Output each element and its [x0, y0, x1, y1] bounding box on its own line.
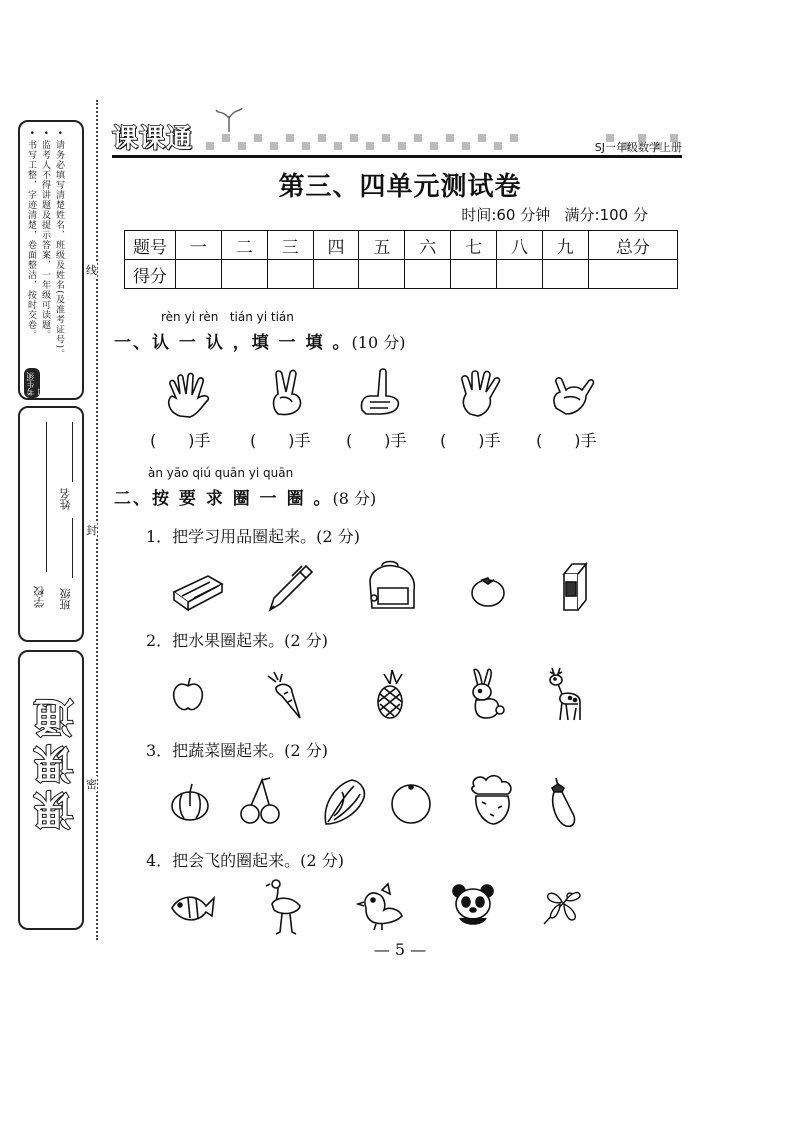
- rabbit-icon: [460, 666, 516, 722]
- score-cell[interactable]: [542, 260, 588, 289]
- section1-title-text: 一、认 一 认 ，填 一 填 。: [114, 333, 352, 353]
- tomato-icon: [468, 570, 508, 610]
- answer-blank[interactable]: ( )手: [150, 431, 211, 450]
- score-table-row: [125, 260, 678, 289]
- fish-icon: [168, 886, 218, 930]
- page-title: 第三、四单元测试卷: [278, 172, 522, 202]
- cherry-icon: [236, 776, 284, 826]
- name-label: 姓名: [59, 488, 72, 510]
- table-cell: 六: [405, 231, 451, 260]
- answer-blank[interactable]: ( )手: [250, 431, 311, 450]
- panda-icon: [450, 882, 496, 928]
- bird-icon[interactable]: [356, 880, 406, 930]
- school-label: 学校: [33, 586, 46, 608]
- brand-logo: 课课通: [112, 124, 194, 154]
- table-cell: 九: [542, 231, 588, 260]
- backpack-icon[interactable]: [364, 558, 420, 614]
- table-cell: 四: [313, 231, 359, 260]
- apple-icon[interactable]: [168, 674, 208, 714]
- seal-char: 密: [86, 778, 97, 791]
- notice-panel: [18, 120, 84, 400]
- dragonfly-icon[interactable]: [538, 884, 584, 930]
- section2-points: (8 分): [332, 489, 377, 508]
- table-cell: 八: [497, 231, 543, 260]
- time-info: 时间:60 分钟 满分:100 分: [461, 206, 648, 224]
- score-cell[interactable]: [313, 260, 359, 289]
- table-cell: 三: [267, 231, 313, 260]
- score-cell[interactable]: [497, 260, 543, 289]
- score-table: [124, 230, 678, 289]
- notice-line: • 请务必填写清楚姓名、班级及姓名(及准考证号)。: [54, 130, 64, 360]
- student-info-panel: [18, 406, 84, 642]
- notice-line: • 监考人不得讲题及提示答案，一年级可读题。: [40, 130, 50, 341]
- question-1: 1．把学习用品圈起来。(2 分): [146, 527, 360, 546]
- table-cell: 题号: [125, 231, 176, 260]
- score-cell[interactable]: [221, 260, 267, 289]
- table-cell: 七: [451, 231, 497, 260]
- pen-icon[interactable]: [262, 558, 318, 614]
- milk-carton-icon: [550, 558, 606, 614]
- class-label: 班级: [59, 588, 72, 610]
- ostrich-icon: [262, 876, 308, 936]
- hand-six-icon: [548, 368, 598, 418]
- section1-points: (10 分): [351, 333, 406, 352]
- pumpkin-icon[interactable]: [168, 780, 212, 824]
- deer-icon: [540, 664, 590, 724]
- section1-pinyin: rèn yi rèn tián yi tián: [161, 310, 294, 324]
- page-number: — 5 —: [373, 940, 427, 959]
- orange-icon: [388, 780, 434, 826]
- table-cell: 总分: [588, 231, 677, 260]
- notice-line: • 书写工整，字迹清楚，卷面整洁，按时交卷。: [26, 130, 36, 341]
- seal-char: 封: [86, 524, 97, 537]
- answer-blank[interactable]: ( )手: [346, 431, 407, 450]
- header-rule: [112, 155, 682, 158]
- carrot-icon: [262, 668, 318, 724]
- sprout-icon: [214, 106, 244, 132]
- score-table-header-row: [125, 231, 678, 260]
- question-4: 4．把会飞的圈起来。(2 分): [146, 851, 344, 870]
- question-3: 3．把蔬菜圈起来。(2 分): [146, 741, 328, 760]
- section2-title-text: 二、按 要 求 圈 一 圈 。: [114, 489, 333, 509]
- score-cell[interactable]: [359, 260, 405, 289]
- eraser-icon[interactable]: [168, 562, 228, 612]
- radish-icon[interactable]: [464, 772, 520, 828]
- score-cell[interactable]: [405, 260, 451, 289]
- answer-blank[interactable]: ( )手: [536, 431, 597, 450]
- table-cell: 一: [176, 231, 222, 260]
- score-cell[interactable]: [176, 260, 222, 289]
- section2-pinyin: àn yāo qiú quān yi quān: [148, 466, 294, 480]
- table-cell: 五: [359, 231, 405, 260]
- hand-one-icon: [356, 366, 406, 416]
- question-2: 2．把水果圈起来。(2 分): [146, 631, 328, 650]
- cabbage-icon[interactable]: [318, 774, 374, 830]
- notice-text: [24, 130, 66, 362]
- cut-line: [96, 100, 99, 940]
- answer-blank[interactable]: ( )手: [440, 431, 501, 450]
- table-cell: 二: [221, 231, 267, 260]
- hand-five-icon: [160, 370, 220, 420]
- brand-vertical: 课课通: [34, 692, 80, 830]
- grade-label: SJ一年级数学上册: [594, 141, 682, 154]
- hand-two-icon: [268, 368, 308, 418]
- brand-side-panel: [18, 650, 84, 930]
- eggplant-icon[interactable]: [546, 774, 602, 830]
- hand-four-icon: [456, 368, 506, 418]
- pineapple-icon[interactable]: [364, 666, 420, 722]
- score-cell[interactable]: [588, 260, 677, 289]
- notice-badge: 考生须知: [24, 368, 40, 398]
- section1-title: [114, 328, 405, 353]
- section2-title: [114, 484, 376, 509]
- score-cell[interactable]: [267, 260, 313, 289]
- score-cell[interactable]: [451, 260, 497, 289]
- seal-char: 线: [86, 264, 97, 277]
- table-cell: 得分: [125, 260, 176, 289]
